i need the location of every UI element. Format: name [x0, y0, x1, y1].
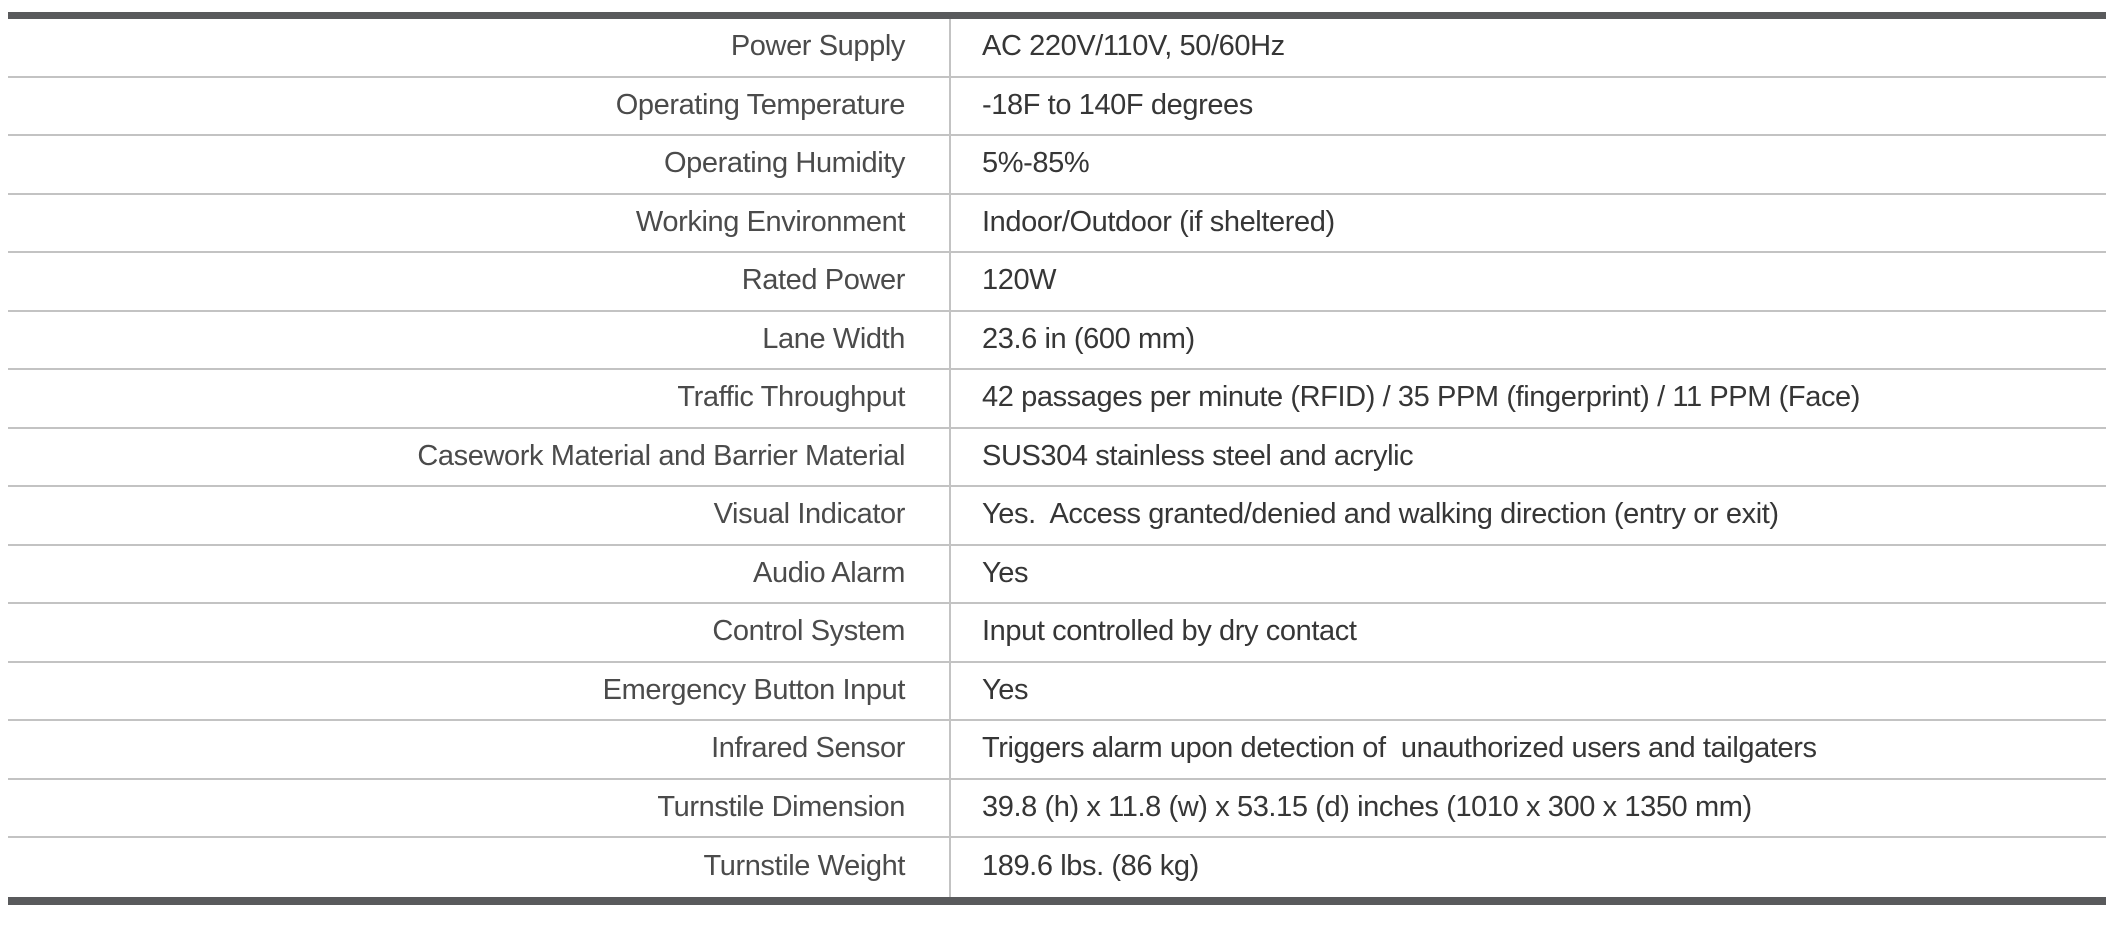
spec-value: Triggers alarm upon detection of unauthorized users and tailgaters	[982, 732, 1817, 765]
spec-label: Operating Humidity	[8, 136, 951, 193]
spec-row	[8, 838, 2106, 897]
spec-value: 23.6 in (600 mm)	[982, 322, 1195, 355]
spec-value: Yes	[982, 673, 1029, 706]
spec-row	[8, 253, 2106, 312]
spec-value: AC 220V/110V, 50/60Hz	[982, 30, 1285, 63]
spec-label: Emergency Button Input	[8, 663, 951, 720]
spec-label: Traffic Throughput	[8, 370, 951, 427]
spec-row	[8, 429, 2106, 488]
spec-value: 120W	[982, 264, 1057, 297]
spec-value: 39.8 (h) x 11.8 (w) x 53.15 (d) inches (1010 x 300 x 1350 mm)	[982, 790, 1752, 823]
spec-value: 42 passages per minute (RFID) / 35 PPM (fingerprint) / 11 PPM (Face)	[982, 381, 1861, 414]
spec-label: Power Supply	[8, 19, 951, 76]
spec-value: SUS304 stainless steel and acrylic	[982, 439, 1414, 472]
spec-label: Lane Width	[8, 312, 951, 369]
spec-row	[8, 195, 2106, 254]
spec-row	[8, 780, 2106, 839]
spec-label: Audio Alarm	[8, 546, 951, 603]
spec-row	[8, 370, 2106, 429]
spec-value: -18F to 140F degrees	[982, 88, 1253, 121]
spec-label: Turnstile Weight	[8, 838, 951, 897]
spec-label: Turnstile Dimension	[8, 780, 951, 837]
spec-row	[8, 546, 2106, 605]
spec-row	[8, 604, 2106, 663]
spec-row	[8, 663, 2106, 722]
spec-row	[8, 19, 2106, 78]
spec-row	[8, 721, 2106, 780]
spec-row	[8, 78, 2106, 137]
spec-value: Yes	[982, 556, 1029, 589]
spec-row	[8, 487, 2106, 546]
spec-label: Visual Indicator	[8, 487, 951, 544]
spec-value: Yes. Access granted/denied and walking direction (entry or exit)	[982, 498, 1779, 531]
spec-label: Control System	[8, 604, 951, 661]
spec-label: Working Environment	[8, 195, 951, 252]
spec-label: Operating Temperature	[8, 78, 951, 135]
spec-label: Casework Material and Barrier Material	[8, 429, 951, 486]
spec-value: 5%-85%	[982, 147, 1090, 180]
spec-value: Indoor/Outdoor (if sheltered)	[982, 205, 1335, 238]
table-top-border	[8, 12, 2106, 19]
spec-label: Rated Power	[8, 253, 951, 310]
spec-label: Infrared Sensor	[8, 721, 951, 778]
spec-table	[8, 19, 2106, 897]
table-bottom-border	[8, 897, 2106, 905]
spec-value: 189.6 lbs. (86 kg)	[982, 850, 1199, 883]
spec-row	[8, 136, 2106, 195]
spec-row	[8, 312, 2106, 371]
spec-value: Input controlled by dry contact	[982, 615, 1357, 648]
